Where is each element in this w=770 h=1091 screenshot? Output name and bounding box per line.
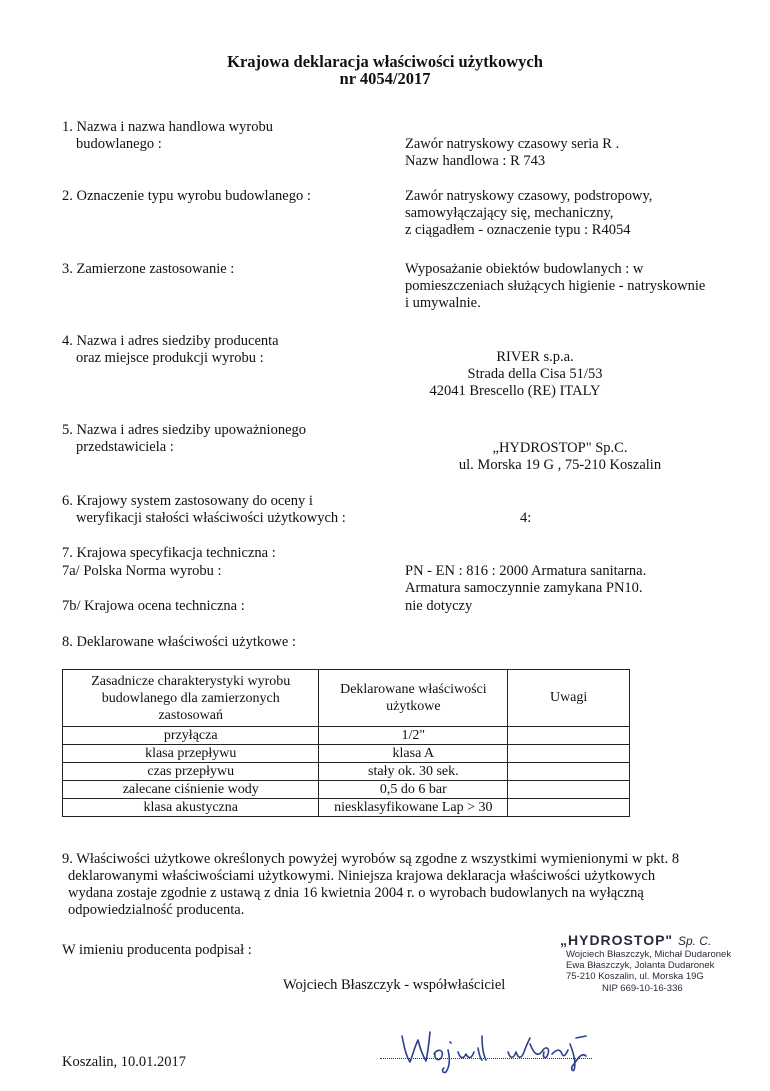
table-header-row (63, 670, 630, 727)
section-4-label (62, 333, 279, 367)
section-2-label-line: 2. Oznaczenie typu wyrobu budowlanego : (62, 188, 311, 204)
table-row (63, 745, 630, 763)
producer-street: Strada della Cisa 51/53 (467, 366, 603, 382)
representative-name: „HYDROSTOP" Sp.C. (492, 440, 628, 456)
cell-remarks (508, 727, 630, 745)
section-9-line-2: deklarowanymi właściwościami użytkowymi. Niniejsza krajowa deklaracja właściwości użytkowych (68, 868, 656, 884)
table-row (63, 727, 630, 745)
section-2-value-line-2: samowyłączający się, mechaniczny, (405, 205, 614, 221)
stamp-line-2: Ewa Błaszczyk, Jolanta Dudaronek (566, 960, 715, 971)
section-5-label-line-2: przedstawiciela : (76, 439, 174, 455)
cell-value: 0,5 do 6 bar (319, 781, 508, 799)
stamp-name-text: „HYDROSTOP" (560, 932, 674, 948)
company-stamp (560, 932, 760, 995)
section-9-line-3: wydana zostaje zgodnie z ustawą z dnia 16 kwietnia 2004 r. o wyrobach budowlanych na wyłączną (68, 885, 644, 901)
document-title (0, 53, 770, 87)
section-6-label-line-2: weryfikacji stałości właściwości użytkowych : (76, 510, 346, 526)
table-row (63, 799, 630, 817)
section-4-label-line-2: oraz miejsce produkcji wyrobu : (76, 350, 264, 366)
section-7b-value: nie dotyczy (405, 598, 473, 614)
properties-table (62, 669, 630, 817)
producer-city: 42041 Brescello (RE) ITALY (429, 383, 601, 399)
handwritten-signature (380, 1024, 600, 1074)
section-4-value (405, 349, 625, 400)
cell-remarks (508, 763, 630, 781)
section-1-value-line-2: Nazw handlowa : R 743 (405, 153, 546, 169)
section-7a-label: 7a/ Polska Norma wyrobu : (62, 563, 222, 579)
section-3-label (62, 261, 234, 278)
header-declared-line-1: Deklarowane właściwości (340, 682, 487, 697)
representative-address: ul. Morska 19 G , 75-210 Koszalin (458, 457, 662, 473)
cell-value: stały ok. 30 sek. (319, 763, 508, 781)
header-characteristics (63, 670, 319, 727)
signer-name: Wojciech Błaszczyk - współwłaściciel (283, 977, 506, 993)
cell-characteristic: czas przepływu (63, 763, 319, 781)
section-7a-value-line-2: Armatura samoczynnie zamykana PN10. (405, 580, 643, 596)
cell-value: niesklasyfikowane Lap > 30 (319, 799, 508, 817)
section-9-line-4: odpowiedzialność producenta. (68, 902, 245, 918)
header-characteristics-line-2: budowlanego dla zamierzonych (101, 690, 280, 706)
section-7-label: 7. Krajowa specyfikacja techniczna : (62, 545, 276, 561)
title-line-2: nr 4054/2017 (339, 69, 431, 88)
stamp-nip: NIP 669-10-16-336 (602, 983, 683, 994)
section-1-label (62, 119, 273, 153)
header-declared-properties (319, 670, 508, 727)
cell-characteristic: klasa przepływu (63, 745, 319, 763)
section-1-label-line-2: budowlanego : (76, 136, 162, 152)
section-7b-label: 7b/ Krajowa ocena techniczna : (62, 598, 245, 614)
signed-by-label: W imieniu producenta podpisał : (62, 942, 252, 958)
section-9-text (62, 851, 679, 919)
header-characteristics-line-1: Zasadnicze charakterystyki wyrobu (91, 673, 291, 689)
section-2-label (62, 188, 311, 205)
cell-remarks (508, 781, 630, 799)
section-5-value (420, 440, 700, 474)
header-characteristics-line-3: zastosowań (158, 707, 224, 723)
header-remarks: Uwagi (508, 670, 630, 727)
section-2-value (405, 188, 652, 239)
section-7a-value (405, 563, 646, 597)
section-5-label (62, 422, 306, 456)
place-date: Koszalin, 10.01.2017 (62, 1054, 187, 1070)
section-9-line-1: 9. Właściwości użytkowe określonych powyżej wyrobów są zgodne z wszystkimi wymienionymi w pkt. 8 (62, 851, 680, 867)
cell-characteristic: klasa akustyczna (63, 799, 319, 817)
stamp-line-3: 75-210 Koszalin, ul. Morska 19G (566, 971, 704, 982)
section-3-value-line-3: i umywalnie. (405, 295, 481, 311)
section-5-label-line-1: 5. Nazwa i adres siedziby upoważnionego (62, 422, 307, 438)
section-7a-value-line-1: PN - EN : 816 : 2000 Armatura sanitarna. (405, 563, 647, 579)
cell-value: 1/2" (319, 727, 508, 745)
cell-remarks (508, 745, 630, 763)
section-8-label: 8. Deklarowane właściwości użytkowe : (62, 634, 296, 650)
section-6-label-line-1: 6. Krajowy system zastosowany do oceny i (62, 493, 313, 509)
stamp-company-name (560, 932, 760, 949)
section-3-value-line-1: Wyposażanie obiektów budowlanych : w (405, 261, 644, 277)
section-1-label-line-1: 1. Nazwa i nazwa handlowa wyrobu (62, 119, 273, 135)
section-3-value-line-2: pomieszczeniach służących higienie - natryskownie (405, 278, 706, 294)
section-3-value (405, 261, 705, 312)
section-1-value-line-1: Zawór natryskowy czasowy seria R . (405, 136, 620, 152)
section-2-value-line-3: z ciągadłem - oznaczenie typu : R4054 (405, 222, 631, 238)
section-1-value (405, 136, 619, 170)
cell-value: klasa A (319, 745, 508, 763)
stamp-line-1: Wojciech Błaszczyk, Michał Dudaronek (566, 949, 732, 960)
section-6-label (62, 493, 346, 527)
stamp-company-form: Sp. C. (677, 934, 712, 948)
cell-remarks (508, 799, 630, 817)
section-2-value-line-1: Zawór natryskowy czasowy, podstropowy, (405, 188, 653, 204)
producer-name: RIVER s.p.a. (496, 349, 574, 365)
title-line-1: Krajowa deklaracja właściwości użytkowych (227, 52, 543, 71)
cell-characteristic: przyłącza (63, 727, 319, 745)
table-row (63, 781, 630, 799)
section-6-value: 4: (520, 510, 532, 526)
cell-characteristic: zalecane ciśnienie wody (63, 781, 319, 799)
table-row (63, 763, 630, 781)
header-declared-line-2: użytkowe (386, 699, 441, 714)
section-3-label-line: 3. Zamierzone zastosowanie : (62, 261, 235, 277)
section-4-label-line-1: 4. Nazwa i adres siedziby producenta (62, 333, 279, 349)
